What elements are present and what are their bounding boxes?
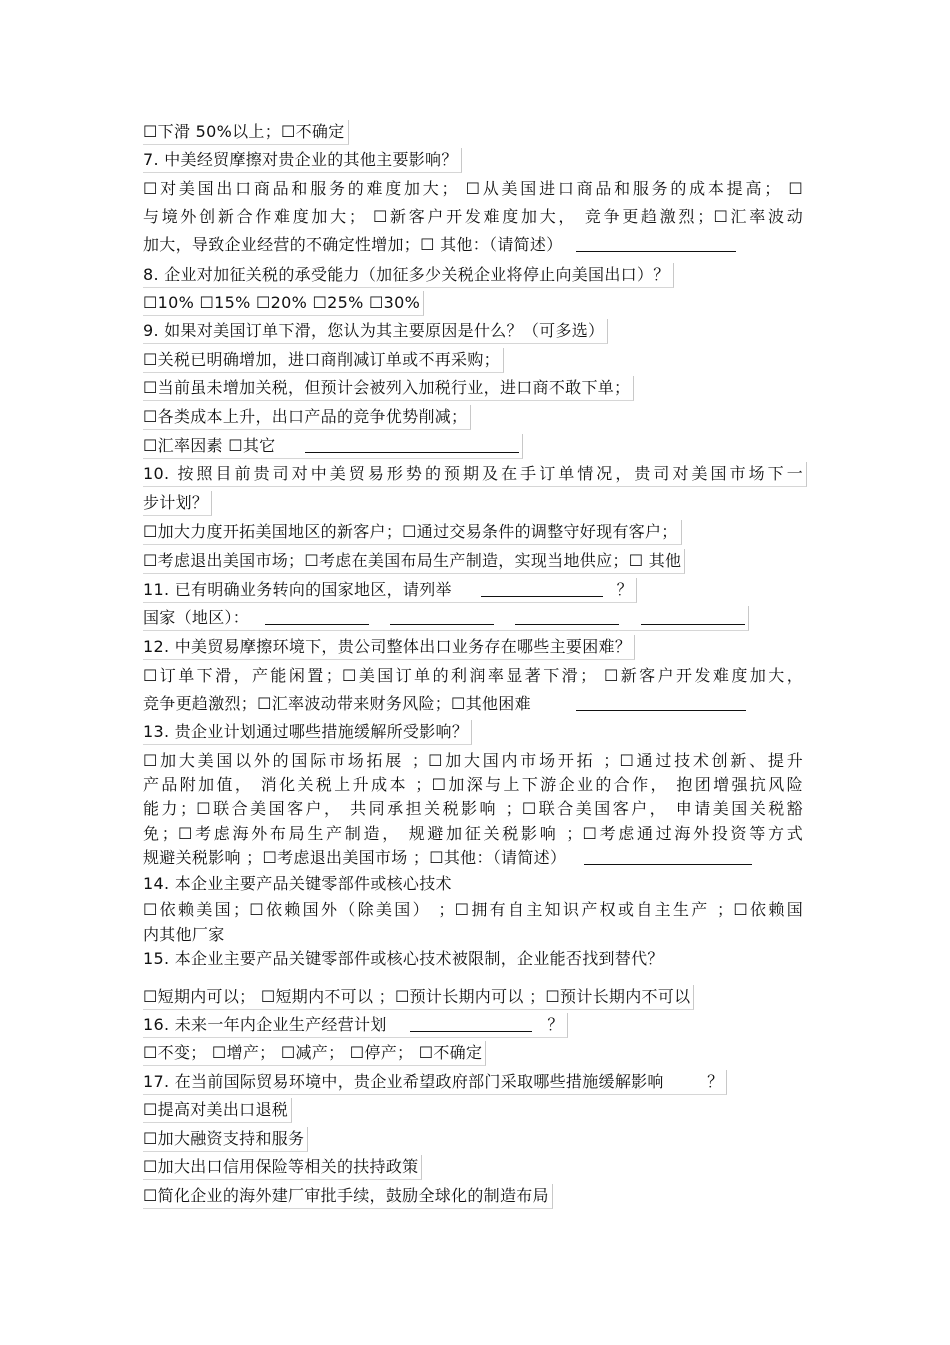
q14-option-line: 内其他厂家 bbox=[143, 925, 225, 944]
q17-heading-text: 17. 在当前国际贸易环境中，贵企业希望政府部门采取哪些措施缓解影响 bbox=[143, 1072, 664, 1091]
q12-option-line bbox=[143, 692, 746, 716]
q11-country-label: 国家（地区）： bbox=[143, 608, 250, 627]
q8-option-line: ☐10% ☐15% ☐20% ☐25% ☐30% bbox=[143, 291, 424, 316]
q11-heading bbox=[143, 578, 637, 603]
q10-option-line: ☐考虑退出美国市场；☐考虑在美国布局生产制造，实现当地供应；☐ 其他 bbox=[143, 549, 685, 574]
q7-heading: 7. 中美经贸摩擦对贵企业的其他主要影响？ bbox=[143, 148, 462, 173]
q17-option-line: ☐简化企业的海外建厂审批手续，鼓励全球化的制造布局 bbox=[143, 1184, 553, 1209]
q13-option-line: 免；☐考虑海外布局生产制造， 规避加征关税影响 ；☐考虑通过海外投资等方式 bbox=[143, 824, 803, 843]
q17-option-line: ☐加大出口信用保险等相关的扶持政策 bbox=[143, 1155, 422, 1180]
q11-country-blank-2[interactable] bbox=[390, 608, 494, 625]
q11-country-blank-1[interactable] bbox=[265, 608, 369, 625]
q16-heading bbox=[143, 1013, 568, 1038]
q12-other-label: 竞争更趋激烈；☐汇率波动带来财务风险；☐其他困难 bbox=[143, 694, 531, 713]
q11-country-blank-3[interactable] bbox=[515, 608, 619, 625]
q17-heading bbox=[143, 1070, 727, 1095]
q13-option-line bbox=[143, 846, 752, 870]
q17-option-line: ☐加大融资支持和服务 bbox=[143, 1127, 308, 1152]
q9-option-line: ☐关税已明确增加，进口商削减订单或不再采购； bbox=[143, 348, 504, 373]
q7-other-blank[interactable] bbox=[576, 235, 736, 252]
q13-option-line: 产品附加值， 消化关税上升成本 ；☐加深与上下游企业的合作， 抱团增强抗风险 bbox=[143, 775, 803, 794]
q12-option-line: ☐订单下滑，产能闲置；☐美国订单的利润率显著下滑； ☐新客户开发难度加大， bbox=[143, 666, 803, 685]
q10-heading-cont: 步计划？ bbox=[143, 491, 212, 516]
q11-country-blank-4[interactable] bbox=[641, 608, 745, 625]
q14-heading: 14. 本企业主要产品关键零部件或核心技术 bbox=[143, 874, 452, 893]
q13-other-label: 规避关税影响 ；☐考虑退出美国市场 ；☐其他：（请简述） bbox=[143, 848, 567, 867]
q13-option-line: ☐加大美国以外的国际市场拓展 ；☐加大国内市场开拓 ；☐通过技术创新、提升 bbox=[143, 751, 803, 770]
q12-other-blank[interactable] bbox=[576, 694, 746, 711]
q13-heading: 13. 贵企业计划通过哪些措施缓解所受影响？ bbox=[143, 720, 472, 745]
q17-option-line: ☐提高对美出口退税 bbox=[143, 1098, 292, 1123]
q16-option-line: ☐不变； ☐增产； ☐减产； ☐停产； ☐不确定 bbox=[143, 1041, 486, 1066]
q11-mark: ？ bbox=[616, 580, 633, 599]
q7-option-line: ☐对美国出口商品和服务的难度加大； ☐从美国进口商品和服务的成本提高； ☐ bbox=[143, 179, 803, 198]
q13-option-line: 能力；☐联合美国客户， 共同承担关税影响 ；☐联合美国客户， 申请美国关税豁 bbox=[143, 799, 803, 818]
q11-blank[interactable] bbox=[481, 580, 603, 597]
q9-other-blank[interactable] bbox=[305, 436, 519, 453]
q7-other-label: 加大，导致企业经营的不确定性增加；☐ 其他：（请简述） bbox=[143, 235, 563, 254]
q10-heading: 10. 按照目前贵司对中美贸易形势的预期及在手订单情况，贵司对美国市场下一 bbox=[143, 462, 807, 487]
q15-heading: 15. 本企业主要产品关键零部件或核心技术被限制，企业能否找到替代？ bbox=[143, 949, 664, 968]
q16-blank[interactable] bbox=[410, 1015, 532, 1032]
q12-heading: 12. 中美贸易摩擦环境下，贵公司整体出口业务存在哪些主要困难？ bbox=[143, 635, 635, 660]
q17-mark: ？ bbox=[707, 1072, 724, 1091]
q15-option-line: ☐短期内可以； ☐短期内不可以 ；☐预计长期内可以 ；☐预计长期内不可以 bbox=[143, 985, 694, 1010]
q14-option-line: ☐依赖美国；☐依赖国外（除美国） ；☐拥有自主知识产权或自主生产 ；☐依赖国 bbox=[143, 900, 803, 919]
q16-mark: ？ bbox=[547, 1015, 564, 1034]
q9-option-line bbox=[143, 434, 523, 459]
q9-other-label: ☐汇率因素 ☐其它 bbox=[143, 436, 276, 455]
q11-country-line bbox=[143, 606, 749, 631]
q8-heading: 8. 企业对加征关税的承受能力（加征多少关税企业将停止向美国出口）？ bbox=[143, 263, 674, 288]
q9-option-line: ☐当前虽未增加关税，但预计会被列入加税行业，进口商不敢下单； bbox=[143, 376, 634, 401]
q6-option-line: ☐下滑 50%以上；☐不确定 bbox=[143, 120, 349, 145]
q7-option-line bbox=[143, 233, 736, 257]
q7-option-line: 与境外创新合作难度加大； ☐新客户开发难度加大， 竞争更趋激烈；☐汇率波动 bbox=[143, 207, 803, 226]
q16-heading-text: 16. 未来一年内企业生产经营计划 bbox=[143, 1015, 387, 1034]
q9-option-line: ☐各类成本上升，出口产品的竞争优势削减； bbox=[143, 405, 471, 430]
q9-heading: 9. 如果对美国订单下滑，您认为其主要原因是什么？（可多选） bbox=[143, 319, 608, 344]
q10-option-line: ☐加大力度开拓美国地区的新客户；☐通过交易条件的调整守好现有客户； bbox=[143, 520, 682, 545]
q11-heading-text: 11. 已有明确业务转向的国家地区，请列举 bbox=[143, 580, 452, 599]
q13-other-blank[interactable] bbox=[584, 848, 752, 865]
